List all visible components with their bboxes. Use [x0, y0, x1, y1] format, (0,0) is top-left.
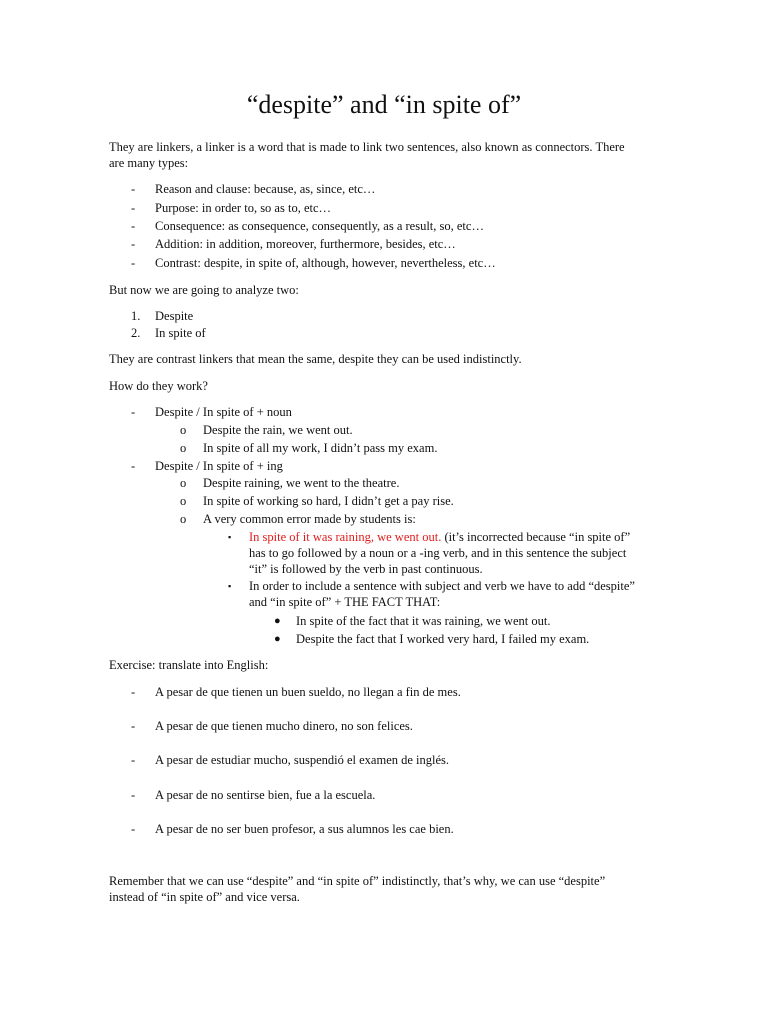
exercise-item: A pesar de estudiar mucho, suspendió el examen de inglés.: [155, 753, 450, 767]
list-item-text: Reason and clause: because, as, since, etc…: [155, 182, 376, 196]
list-item-text: Contrast: despite, in spite of, although, however, nevertheless, etc…: [155, 256, 496, 270]
rule-label: Despite / In spite of + ing: [155, 459, 283, 473]
dash-bullet: -: [131, 201, 136, 215]
exercise-item: A pesar de no ser buen profesor, a sus alumnos les cae bien.: [155, 822, 454, 836]
error-explanation: (it’s incorrected because “in spite of” has to go followed by a noun or a -ing verb, and in this sentence the subject “it” is followed by the verb in past continuous.: [249, 530, 631, 576]
dash-bullet: -: [131, 237, 136, 251]
dash-bullet: -: [131, 182, 136, 196]
dash-bullet: -: [131, 256, 136, 270]
exercise-title: Exercise: translate into English:: [109, 658, 269, 672]
example-text: In spite of working so hard, I didn’t get a pay rise.: [203, 494, 454, 508]
list-number: 2.: [131, 326, 141, 340]
dash-bullet: -: [131, 685, 136, 699]
analyze-intro: But now we are going to analyze two:: [109, 283, 299, 297]
dash-bullet: -: [131, 219, 136, 233]
document-title: “despite” and “in spite of”: [246, 90, 522, 119]
list-item-text: In spite of: [155, 326, 206, 340]
list-item-text: Purpose: in order to, so as to, etc…: [155, 201, 332, 215]
circle-bullet: o: [180, 512, 187, 526]
list-item-text: Consequence: as consequence, consequently, as a result, so, etc…: [155, 219, 484, 233]
contrast-note: They are contrast linkers that mean the same, despite they can be used indistinctly.: [109, 352, 522, 366]
circle-bullet: o: [180, 423, 187, 437]
remember-paragraph: Remember that we can use “despite” and “in spite of” indistinctly, that’s why, we can use “despite” instead of “in spite of” and vice versa.: [109, 874, 606, 904]
dash-bullet: -: [131, 822, 136, 836]
incorrect-sentence: In spite of it was raining, we went out.: [249, 530, 442, 544]
fact-example: Despite the fact that I worked very hard, I failed my exam.: [296, 632, 590, 646]
dash-bullet: -: [131, 405, 136, 419]
exercise-item: A pesar de que tienen mucho dinero, no son felices.: [155, 719, 413, 733]
list-item-text: Addition: in addition, moreover, furthermore, besides, etc…: [155, 237, 456, 251]
list-item-text: Despite: [155, 309, 194, 323]
dot-bullet: ●: [274, 615, 281, 627]
example-text: Despite raining, we went to the theatre.: [203, 476, 400, 490]
exercise-item: A pesar de no sentirse bien, fue a la escuela.: [155, 788, 376, 802]
circle-bullet: o: [180, 441, 187, 455]
fact-rule: In order to include a sentence with subject and verb we have to add “despite” and “in spite of” + THE FACT THAT:: [249, 579, 635, 609]
dash-bullet: -: [131, 753, 136, 767]
circle-bullet: o: [180, 494, 187, 508]
example-text: A very common error made by students is:: [203, 512, 416, 526]
example-text: In spite of all my work, I didn’t pass my exam.: [203, 441, 438, 455]
dash-bullet: -: [131, 459, 136, 473]
exercise-item: A pesar de que tienen un buen sueldo, no llegan a fin de mes.: [155, 685, 461, 699]
dash-bullet: -: [131, 719, 136, 733]
dot-bullet: ●: [274, 633, 281, 645]
example-text: Despite the rain, we went out.: [203, 423, 353, 437]
how-question: How do they work?: [109, 379, 208, 393]
circle-bullet: o: [180, 476, 187, 490]
square-bullet: ▪: [228, 581, 232, 591]
fact-example: In spite of the fact that it was raining, we went out.: [296, 614, 551, 628]
error-example: [249, 529, 644, 577]
intro-paragraph: They are linkers, a linker is a word that is made to link two sentences, also known as connectors. There are many types:: [109, 140, 625, 170]
dash-bullet: -: [131, 788, 136, 802]
list-number: 1.: [131, 309, 141, 323]
square-bullet: ▪: [228, 532, 232, 542]
rule-label: Despite / In spite of + noun: [155, 405, 292, 419]
